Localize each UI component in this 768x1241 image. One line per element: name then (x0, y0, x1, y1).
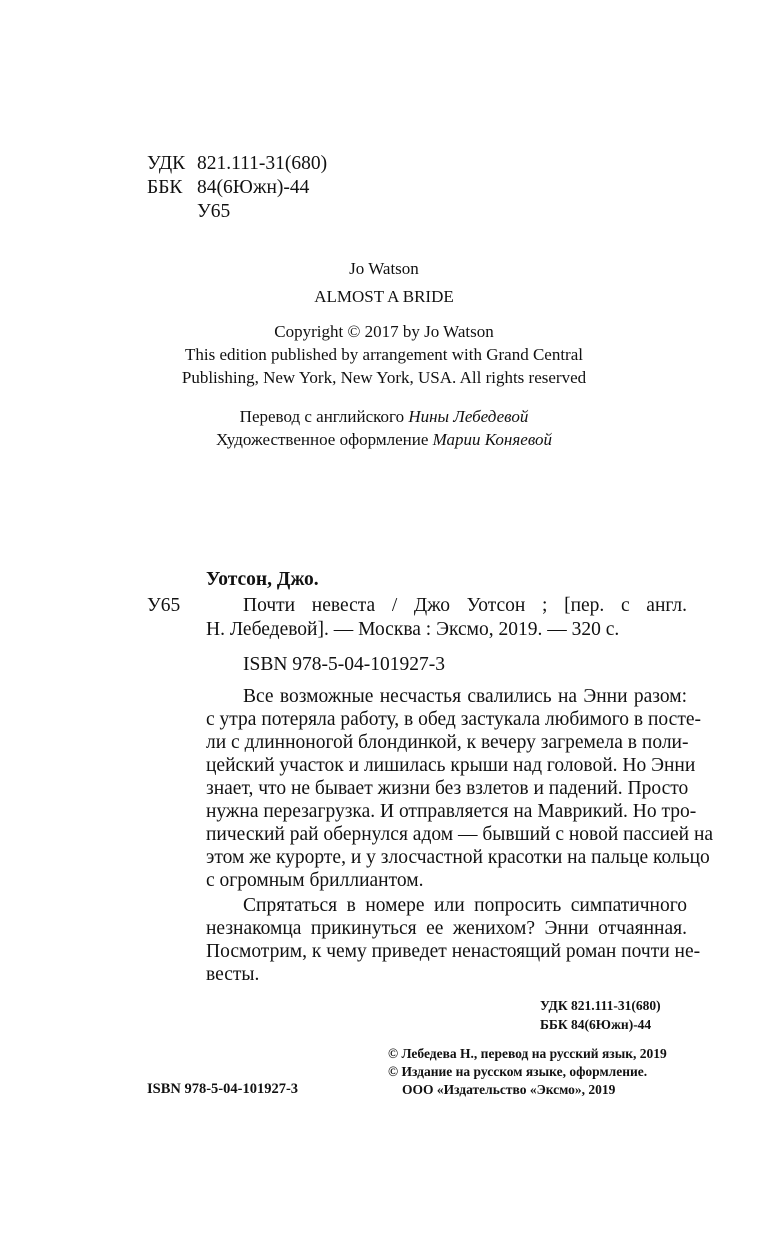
translator-name: Нины Лебедевой (408, 407, 529, 426)
udk-value: 821.111-31(680) (197, 153, 328, 174)
annotation-line: пический рай обернулся адом — бывший с новой пассией на (206, 824, 714, 845)
annotation-line: с огромным бриллиантом. (206, 870, 424, 891)
catalog-entry-line-1: Почти невеста / Джо Уотсон ; [пер. с англ. (243, 595, 687, 616)
catalog-entry-line-2: Н. Лебедевой]. — Москва : Эксмо, 2019. — 320 с. (206, 619, 620, 640)
catalog-heading: Уотсон, Джо. (206, 569, 319, 590)
catalog-isbn: ISBN 978-5-04-101927-3 (243, 654, 446, 675)
annotation-line: цейский участок и лишилась крыши над головой. Но Энни (206, 755, 696, 776)
translation-prefix: Перевод с английского (239, 407, 405, 426)
annotation-line: с утра потеряла работу, в обед застукала любимого в посте- (206, 709, 701, 730)
translation-credit (0, 406, 768, 428)
annotation-line: ли с длинноногой блондинкой, к вечеру загремела в поли- (206, 732, 689, 753)
copyright-line: Copyright © 2017 by Jo Watson (274, 322, 494, 341)
designer-name: Марии Коняевой (432, 430, 552, 449)
annotation-line: весты. (206, 964, 260, 985)
edition-line-2: Publishing, New York, New York, USA. All rights reserved (181, 368, 587, 387)
annotation-line: этом же курорте, и у злосчастной красотки на пальце кольцо (206, 847, 710, 868)
design-credit (0, 429, 768, 451)
udk-label: УДК (147, 153, 186, 174)
annotation-line: Спрятаться в номере или попросить симпатичного (243, 895, 687, 916)
design-prefix: Художественное оформление (216, 430, 429, 449)
footer-copyright-3: ООО «Издательство «Эксмо», 2019 (402, 1082, 616, 1097)
bbk-label: ББК (147, 177, 183, 198)
footer-copyright-1: © Лебедева Н., перевод на русский язык, 2019 (388, 1046, 667, 1061)
original-title: ALMOST A BRIDE (314, 287, 454, 306)
original-author: Jo Watson (349, 259, 419, 278)
annotation-line: незнакомца прикинуться ее женихом? Энни отчаянная. (206, 918, 687, 939)
annotation-line: знает, что не бывает жизни без взлетов и падений. Просто (206, 778, 689, 799)
bottom-udk: УДК 821.111-31(680) (540, 998, 661, 1013)
footer-copyright-2: © Издание на русском языке, оформление. (388, 1064, 648, 1079)
edition-line-1: This edition published by arrangement with Grand Central (185, 345, 583, 364)
bottom-bbk: ББК 84(6Южн)-44 (540, 1017, 652, 1032)
author-mark: У65 (197, 201, 231, 222)
footer-isbn: ISBN 978-5-04-101927-3 (147, 1081, 299, 1097)
annotation-line: нужна перезагрузка. И отправляется на Маврикий. Но тро- (206, 801, 697, 822)
annotation-line: Все возможные несчастья свалились на Энни разом: (243, 686, 687, 707)
annotation-line: Посмотрим, к чему приведет ненастоящий роман почти не- (206, 941, 701, 962)
catalog-mark: У65 (147, 595, 181, 616)
bbk-value: 84(6Южн)-44 (197, 177, 310, 198)
